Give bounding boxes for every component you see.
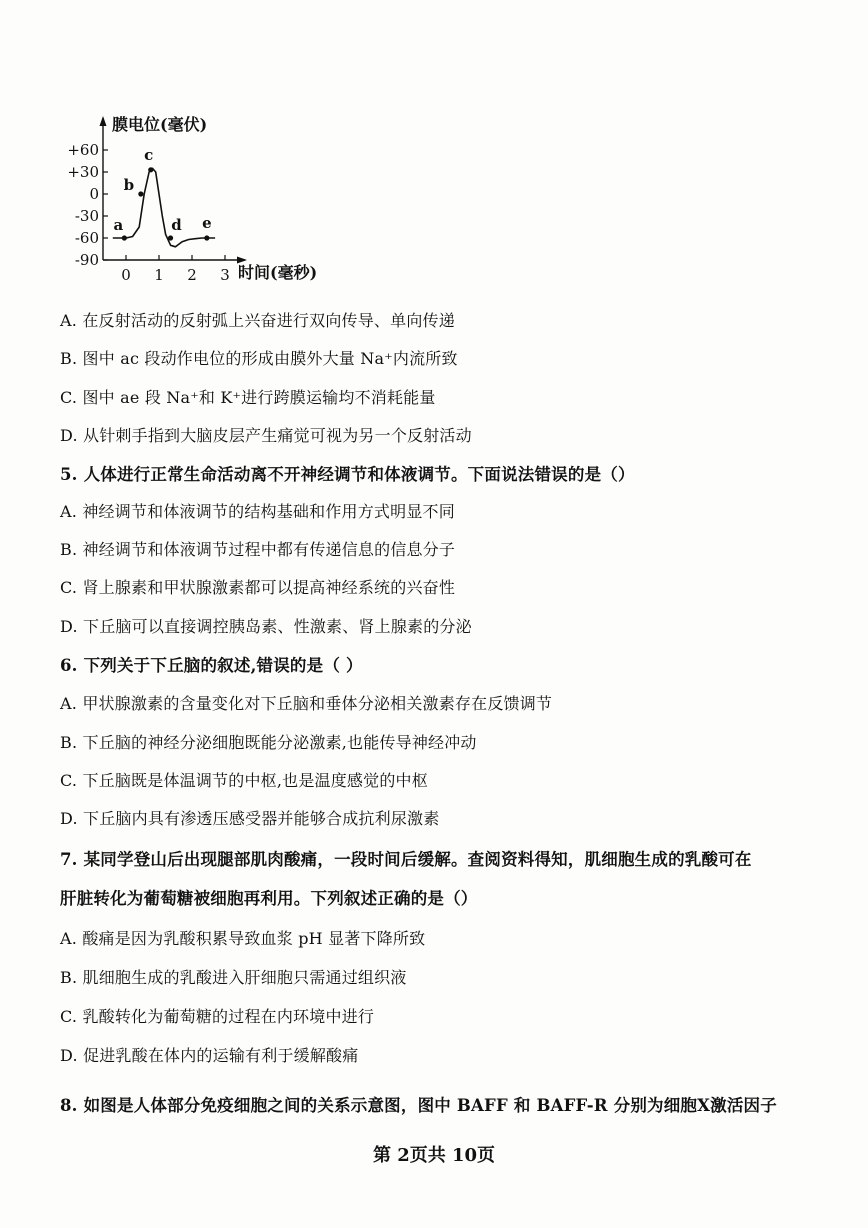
q4-option-b: B. 图中 ac 段动作电位的形成由膜外大量 Na⁺内流所致 bbox=[60, 349, 458, 368]
q7-stem-line2: 肝脏转化为葡萄糖被细胞再利用。下列叙述正确的是（） bbox=[60, 889, 478, 908]
q7-option-a: A. 酸痛是因为乳酸积累导致血浆 pH 显著下降所致 bbox=[60, 929, 426, 948]
y-tick-label: +30 bbox=[67, 163, 99, 181]
y-tick-label: -60 bbox=[74, 229, 99, 247]
y-tick-label: 0 bbox=[89, 185, 99, 203]
q7-option-c: C. 乳酸转化为葡萄糖的过程在内环境中进行 bbox=[60, 1007, 375, 1026]
q7-option-d: D. 促进乳酸在体内的运输有利于缓解酸痛 bbox=[60, 1046, 359, 1065]
q5-stem: 5. 人体进行正常生命活动离不开神经调节和体液调节。下面说法错误的是（） bbox=[60, 465, 635, 484]
y-tick-label: +60 bbox=[67, 141, 99, 159]
q5-option-c: C. 肾上腺素和甲状腺激素都可以提高神经系统的兴奋性 bbox=[60, 578, 456, 597]
x-tick-label: 2 bbox=[187, 266, 197, 284]
x-tick-label: 1 bbox=[154, 266, 164, 284]
page-footer: 第 2页共 10页 bbox=[372, 1145, 496, 1166]
x-tick-label: 0 bbox=[121, 266, 131, 284]
q7-option-b: B. 肌细胞生成的乳酸进入肝细胞只需通过组织液 bbox=[60, 968, 407, 987]
q5-option-a: A. 神经调节和体液调节的结构基础和作用方式明显不同 bbox=[60, 502, 455, 521]
point-label-e: e bbox=[202, 214, 212, 232]
q6-stem: 6. 下列关于下丘脑的叙述,错误的是（ ） bbox=[60, 656, 363, 675]
q4-option-c: C. 图中 ae 段 Na⁺和 K⁺进行跨膜运输均不消耗能量 bbox=[60, 388, 436, 407]
point-c bbox=[148, 167, 153, 172]
q7-stem-line1: 7. 某同学登山后出现腿部肌肉酸痛，一段时间后缓解。查阅资料得知，肌细胞生成的乳酸可在 bbox=[60, 850, 752, 869]
y-tick-label: -30 bbox=[74, 207, 99, 225]
point-label-c: c bbox=[144, 145, 154, 164]
chart-xlabel: 时间(毫秒) bbox=[238, 263, 318, 282]
q6-option-b: B. 下丘脑的神经分泌细胞既能分泌激素,也能传导神经冲动 bbox=[60, 733, 477, 752]
point-label-a: a bbox=[113, 216, 124, 234]
point-e bbox=[204, 235, 209, 240]
q6-option-c: C. 下丘脑既是体温调节的中枢,也是温度感觉的中枢 bbox=[60, 771, 428, 790]
point-a bbox=[122, 235, 127, 240]
y-axis-arrow bbox=[100, 116, 107, 126]
x-tick-label: 3 bbox=[220, 266, 230, 284]
q6-option-a: A. 甲状腺激素的含量变化对下丘脑和垂体分泌相关激素存在反馈调节 bbox=[60, 694, 553, 713]
q5-option-b: B. 神经调节和体液调节过程中都有传递信息的信息分子 bbox=[60, 540, 456, 559]
point-label-d: d bbox=[171, 216, 182, 234]
y-tick-label: -90 bbox=[74, 251, 99, 269]
q5-option-d: D. 下丘脑可以直接调控胰岛素、性激素、肾上腺素的分泌 bbox=[60, 617, 472, 636]
q8-stem-line1: 8. 如图是人体部分免疫细胞之间的关系示意图，图中 BAFF 和 BAFF-R 分别为细胞X激活因子 bbox=[60, 1096, 777, 1115]
q6-option-d: D. 下丘脑内具有渗透压感受器并能够合成抗利尿激素 bbox=[60, 809, 440, 828]
q4-option-a: A. 在反射活动的反射弧上兴奋进行双向传导、单向传递 bbox=[60, 311, 455, 330]
point-d bbox=[168, 235, 173, 240]
q4-option-d: D. 从针刺手指到大脑皮层产生痛觉可视为另一个反射活动 bbox=[60, 426, 472, 445]
chart-ylabel: 膜电位(毫伏) bbox=[112, 115, 208, 134]
point-b bbox=[138, 191, 143, 196]
point-label-b: b bbox=[123, 176, 135, 194]
